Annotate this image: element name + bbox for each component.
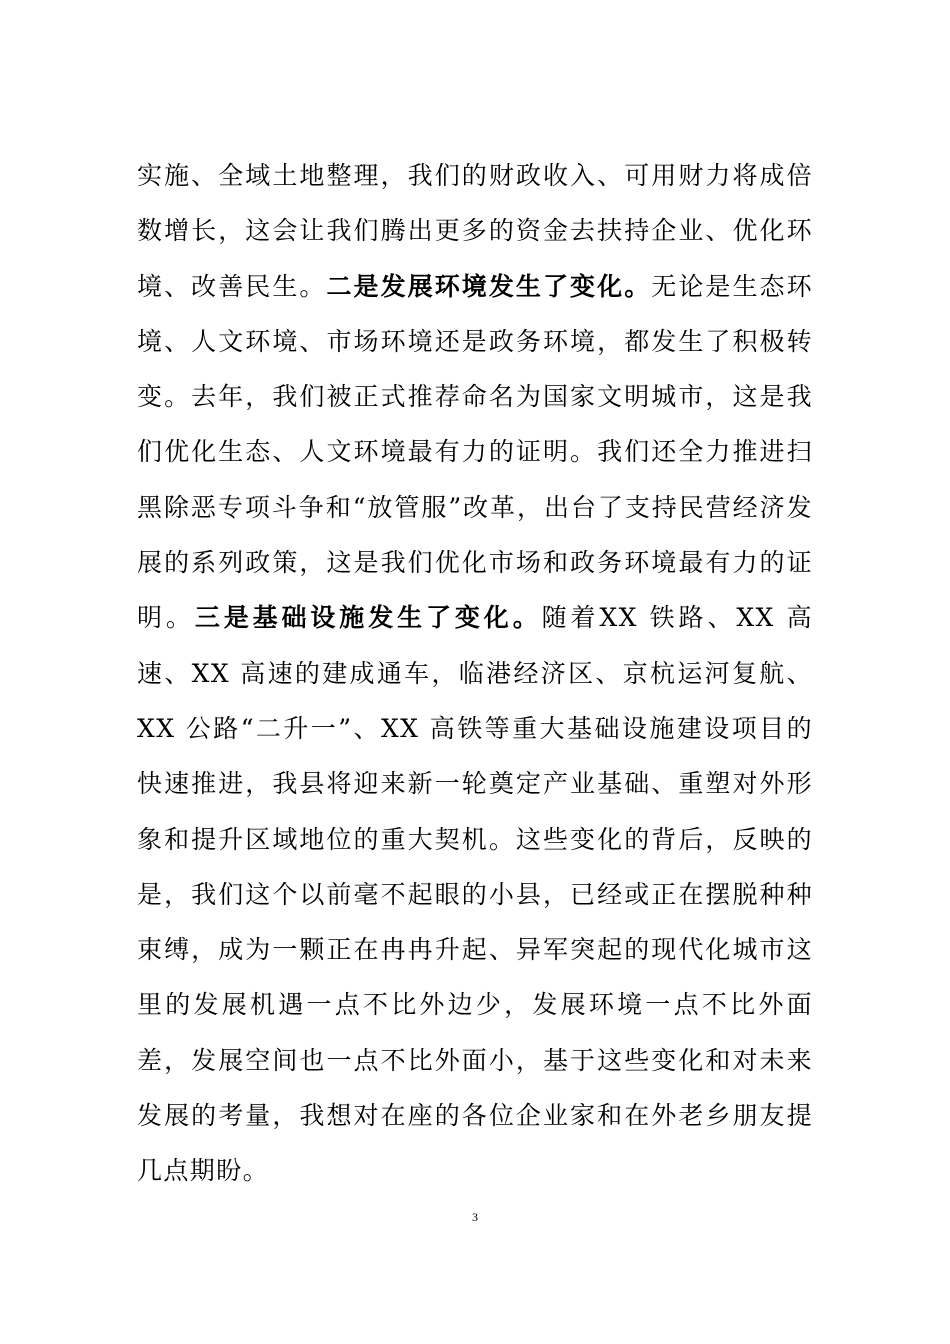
bold-heading-infrastructure: 三是基础设施发生了变化。 bbox=[194, 603, 542, 633]
paragraph-text: 无论是生态环境、人文环境、市场环境还是政务环境，都发生了积极转变。去年，我们被正式推荐命名为国家文明城市，这是我们优化生态、人文环境最有力的证明。我们还全力推进扫黑除恶专项斗争和“放管服”改革，出台了支持民营经济发展的系列政策，这是我们优化市场和政务环境最有力的证明。 bbox=[137, 271, 813, 633]
paragraph-text: 随着XX 铁路、XX 高速、XX 高速的建成通车，临港经济区、京杭运河复航、XX 公路“二升一”、XX 高铁等重大基础设施建设项目的快速推进，我县将迎来新一轮奠定产业基础、重塑对外形象和提升区域地位的重大契机。这些变化的背后，反映的是，我们这个以前毫不起眼的小县，已经或正在摆脱种种束缚，成为一颗正在冉冉升起、异军突起的现代化城市这里的发展机遇一点不比外边少，发展环境一点不比外面差，发展空间也一点不比外面小，基于这些变化和对未来发展的考量，我想对在座的各位企业家和在外老乡朋友提几点期盼。 bbox=[137, 603, 813, 1186]
body-paragraph bbox=[137, 148, 813, 1199]
page-number: 3 bbox=[472, 1210, 478, 1224]
paragraph-text: 实施、全域土地整理，我们的财政收入、可用财力将成倍数增长，这会让我们腾出更多的资金去扶持企业、优化环境、改善民生。 bbox=[137, 161, 813, 301]
bold-heading-environment: 二是发展环境发生了变化。 bbox=[326, 271, 652, 301]
